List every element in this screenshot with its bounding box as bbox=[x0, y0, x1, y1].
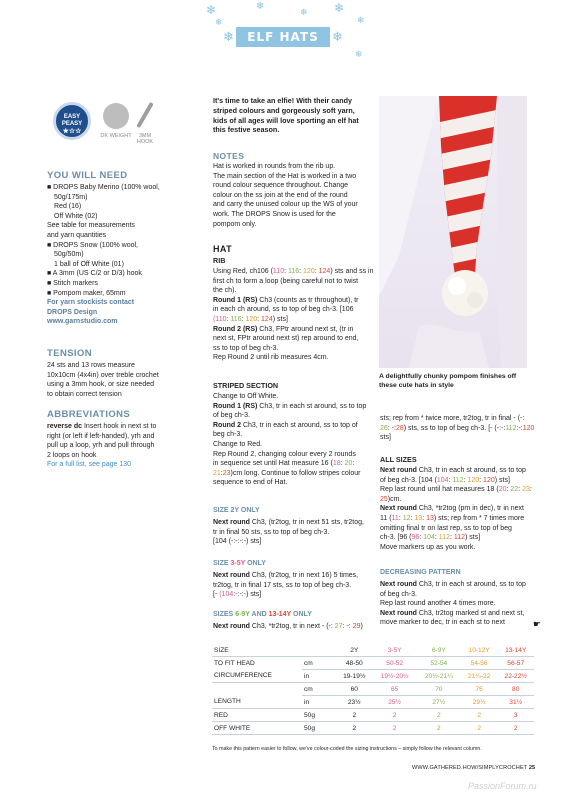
text-run: SIZE bbox=[213, 560, 231, 567]
table-header: 6-9Y bbox=[417, 644, 461, 657]
table-cell: 2 bbox=[461, 709, 498, 722]
intro-text: It's time to take an elfie! With their candy striped colours and gorgeously soft yarn, kids of all ages will love sporting an elf hat this festive season. bbox=[213, 96, 359, 135]
size-value: 104 bbox=[423, 534, 435, 542]
tension-line: to obtain correct tension bbox=[47, 390, 122, 398]
table-header: 13-14Y bbox=[497, 644, 534, 657]
text-run: Rep Round 2 until rib measures 4cm. bbox=[213, 354, 329, 362]
table-cell: 75 bbox=[461, 683, 498, 696]
text-run: Ch3, tr in each st around, ss to top bbox=[416, 581, 526, 588]
text-run: Ch3, (tr2tog, tr in next 51 sts, tr2tog, bbox=[249, 519, 364, 526]
text-run: AND bbox=[249, 611, 269, 618]
size-value: 112 bbox=[452, 476, 464, 484]
size-value: 120 bbox=[467, 476, 480, 484]
text-run: )cm. bbox=[387, 495, 402, 503]
text-run: ) bbox=[360, 623, 363, 630]
text-run: sts; rep from * twice more, tr2tog, tr in final - (-: bbox=[380, 415, 525, 422]
notes-line: work. The DROPS Snow is used for the bbox=[213, 210, 336, 218]
table-row bbox=[212, 670, 534, 683]
size-value: 120 bbox=[245, 315, 258, 323]
text-run: Ch3, (tr2tog, tr in next 16) 5 times, bbox=[249, 572, 359, 579]
table-header: 3-5Y bbox=[373, 644, 417, 657]
text-run: Ch3, tr in each st around, ss to top bbox=[257, 402, 367, 410]
materials-line: See table for measurements bbox=[47, 222, 135, 230]
text-run: [104 (-:-:-:-) sts] bbox=[213, 538, 262, 546]
text-run: sts] bbox=[380, 434, 391, 442]
size-value: 28 bbox=[395, 424, 404, 432]
page-number: 25 bbox=[528, 765, 536, 771]
size-2y-instructions bbox=[213, 518, 378, 547]
text-run: of beg ch-3. [104 ( bbox=[380, 476, 437, 484]
table-cell: 2 bbox=[417, 722, 461, 735]
size-3-5y-heading bbox=[213, 560, 266, 567]
table-cell: 22-22½ bbox=[497, 670, 534, 683]
star-icon: ★☆☆ bbox=[62, 128, 82, 135]
text-run: Move markers up as you work. bbox=[380, 543, 476, 551]
text-run: in sequence set until Hat measure 16 ( bbox=[213, 460, 333, 468]
table-cell: in bbox=[302, 696, 336, 709]
abbreviations-heading: ABBREVIATIONS bbox=[47, 409, 131, 420]
table-header: 10-12Y bbox=[461, 644, 498, 657]
text-run: ONLY bbox=[245, 560, 266, 567]
all-sizes-heading: ALL SIZES bbox=[380, 455, 417, 464]
table-header: SIZE bbox=[212, 644, 302, 657]
text-run: Ch3, *tr2tog, tr in next - (-: bbox=[249, 623, 335, 630]
text-run: of beg ch-3. bbox=[213, 412, 250, 420]
table-cell: cm bbox=[302, 683, 336, 696]
size-value: 27 bbox=[334, 623, 343, 630]
table-cell: 2 bbox=[336, 722, 373, 735]
page-footer bbox=[412, 765, 535, 771]
table-cell: 60 bbox=[336, 683, 373, 696]
page-title: ELF HATS bbox=[236, 27, 330, 47]
notes-line: pompom only. bbox=[213, 220, 257, 228]
materials-line: 50g/50m) bbox=[54, 251, 84, 259]
table-header bbox=[302, 644, 336, 657]
text-run: ) sts] bbox=[494, 476, 510, 484]
striped-instructions: Change to Off White. Round 1 (RS) Ch3, tr in each st around, ss to top of beg ch-3. Round 2 Ch3, tr in each st around, ss to top of beg ch-3. Change to Red. Rep Round 2, changing colour every 2 rounds in sequence set until Hat measure 16 (18: 20: 21:23)cm long. Continue to follow stripes colour sequence to end of Hat. bbox=[213, 392, 378, 488]
size-value: 116 bbox=[230, 315, 242, 323]
table-cell: CIRCUMFERENCE bbox=[212, 670, 302, 683]
tension-text bbox=[47, 361, 202, 399]
round-label: Round 2 (RS) bbox=[213, 325, 258, 333]
snowflake-icon: ❄ bbox=[215, 17, 223, 27]
size-value: 112 bbox=[453, 534, 466, 542]
size-value: 29 bbox=[352, 623, 361, 630]
decreasing-instructions bbox=[380, 580, 545, 628]
table-cell: 27½ bbox=[417, 696, 461, 709]
table-footnote: To make this pattern easier to follow, we've colour-coded the sizing instructions – simply follow the relevant column. bbox=[212, 746, 482, 752]
text-run: SIZES bbox=[213, 611, 236, 618]
notes-line: Hat is worked in rounds from the rib up. bbox=[213, 163, 336, 170]
size-value: 26 bbox=[380, 424, 388, 432]
crochet-hook-icon bbox=[136, 102, 153, 128]
text-run: ss to top of beg ch-3. bbox=[213, 344, 279, 352]
materials-line: Off White (02) bbox=[54, 212, 98, 220]
text-run: Rep Round 2, changing colour every 2 rounds bbox=[213, 450, 356, 458]
snowflake-icon: ❄ bbox=[332, 29, 343, 44]
text-run: Ch3, tr2tog marked st and next st, bbox=[416, 609, 525, 617]
size-value: 124 bbox=[318, 268, 331, 275]
text-run: of beg ch-3. bbox=[380, 590, 417, 598]
stockists-line: For yarn stockists contact bbox=[47, 299, 135, 307]
size-value: 23 bbox=[222, 469, 231, 477]
round-label: Next round bbox=[213, 572, 250, 579]
table-cell: 25½ bbox=[373, 696, 417, 709]
text-run: )cm long. Continue to follow stripes colour bbox=[230, 469, 361, 477]
table-cell: 54-56 bbox=[461, 657, 498, 670]
text-run: SIZE bbox=[213, 507, 231, 514]
table-cell: 70 bbox=[417, 683, 461, 696]
hat-heading: HAT bbox=[213, 244, 233, 254]
elf-hat-photo bbox=[379, 96, 527, 368]
materials-line: ■ DROPS Snow (100% wool, bbox=[47, 241, 138, 249]
table-cell: 2 bbox=[497, 722, 534, 735]
size-3-5y-instructions bbox=[213, 571, 378, 600]
continued-instructions bbox=[380, 414, 540, 443]
text-run: ) sts and ss in bbox=[330, 268, 374, 275]
size-value: 120 bbox=[303, 268, 315, 275]
size-value: 23 bbox=[522, 486, 530, 494]
notes-text bbox=[213, 162, 377, 229]
table-row bbox=[212, 709, 534, 722]
round-label: Next round bbox=[380, 609, 417, 617]
size-value: 20 bbox=[498, 486, 507, 494]
materials-line: ■ Stitch markers bbox=[47, 279, 98, 287]
text-run: Change to Off White. bbox=[213, 393, 279, 400]
stockists-link[interactable]: www.garnstudio.com bbox=[47, 318, 118, 326]
size-value: (110 bbox=[213, 315, 227, 323]
text-run: beg ch-3. bbox=[213, 431, 243, 439]
elf-hat-illustration bbox=[379, 96, 527, 368]
rib-heading: RIB bbox=[213, 256, 226, 265]
table-header: 2Y bbox=[336, 644, 373, 657]
abbreviations-page-link[interactable]: For a full list, see page 130 bbox=[47, 461, 132, 469]
table-cell: 52-54 bbox=[417, 657, 461, 670]
stockists-line: DROPS Design bbox=[47, 308, 98, 316]
size-value: 112 bbox=[505, 424, 517, 432]
text-run: :-:-:-) sts] bbox=[233, 591, 262, 599]
round-label: Round 1 (RS) bbox=[213, 296, 258, 304]
table-cell: OFF WHITE bbox=[212, 722, 302, 735]
badge-label: PEASY bbox=[61, 121, 83, 127]
text-run: -: bbox=[501, 424, 506, 432]
photo-caption: A delightfully chunky pompom finishes off these cute hats in style bbox=[379, 373, 517, 389]
materials-line: ■ DROPS Baby Merino (100% wool, bbox=[47, 184, 160, 191]
snowflake-icon: ❄ bbox=[334, 1, 345, 15]
table-cell: 20½-21¼ bbox=[417, 670, 461, 683]
watermark: PassionForum.ru bbox=[468, 781, 537, 791]
snowflake-icon: ❄ bbox=[357, 15, 365, 25]
table-cell: 3 bbox=[497, 709, 534, 722]
text-run: Change to Red. bbox=[213, 440, 263, 448]
table-cell: 80 bbox=[497, 683, 534, 696]
badge-label: EASY bbox=[63, 114, 81, 120]
table-cell: 2 bbox=[373, 722, 417, 735]
text-run: Rep last round another 4 times more. bbox=[380, 600, 496, 608]
table-cell bbox=[212, 683, 302, 696]
size-table bbox=[212, 644, 534, 735]
round-label: Next round bbox=[213, 623, 250, 630]
snowflake-icon: ❄ bbox=[256, 1, 265, 12]
table-cell: LENGTH bbox=[212, 696, 302, 709]
materials-line: Red (16) bbox=[54, 203, 82, 211]
snowflake-icon: ❄ bbox=[300, 7, 308, 17]
text-run: Using Red, ch106 ( bbox=[213, 268, 273, 275]
abbreviation-line: Insert hook in next st to bbox=[82, 423, 157, 430]
materials-line: 50g/175m) bbox=[54, 193, 88, 201]
text-run: Ch3, *tr2tog (pm in dec), tr in next bbox=[416, 505, 524, 513]
text-run: ) sts] bbox=[465, 534, 481, 542]
size-value: 116 bbox=[287, 268, 300, 275]
size-value: 124 bbox=[261, 315, 273, 323]
decreasing-pattern-heading: DECREASING PATTERN bbox=[380, 569, 461, 576]
table-cell: 48-50 bbox=[336, 657, 373, 670]
materials-line: 1 ball of Off White (01) bbox=[54, 260, 124, 268]
size-value: 96 bbox=[411, 534, 420, 542]
round-label: Next round bbox=[213, 519, 250, 526]
text-run: in each ch around, ss to top of beg ch-3. [106 bbox=[213, 306, 354, 314]
materials-line: ■ Pompom maker, 65mm bbox=[47, 289, 126, 297]
tension-line: using a 3mm hook, or size needed bbox=[47, 381, 155, 389]
text-run: :-: bbox=[516, 424, 523, 432]
table-cell: 31½ bbox=[497, 696, 534, 709]
text-run: Ch3 (counts as tr throughout), tr bbox=[257, 296, 359, 304]
abbreviation-line: right (or left if left-handed), yrh and bbox=[47, 432, 155, 440]
hook-size-caption: 3MM HOOK bbox=[136, 133, 154, 145]
notes-heading: NOTES bbox=[213, 151, 245, 161]
text-run: omitting final tr on last rep, ss to top of beg bbox=[380, 524, 512, 532]
easy-peasy-badge bbox=[53, 102, 91, 140]
table-cell: 23½ bbox=[336, 696, 373, 709]
table-cell: 50g bbox=[302, 722, 336, 735]
text-run: [- bbox=[213, 591, 218, 599]
size-value: 104 bbox=[436, 476, 449, 484]
size-value: 11 bbox=[391, 514, 399, 522]
size-value: 120 bbox=[522, 424, 535, 432]
size-value: 13 bbox=[426, 514, 434, 522]
text-run: tr2tog, tr in final 17 sts, ss to top of beg ch-3. bbox=[213, 581, 352, 589]
text-run: 11 ( bbox=[380, 514, 392, 522]
table-cell: cm bbox=[302, 657, 336, 670]
abbreviations-text bbox=[47, 422, 202, 470]
round-label: Next round bbox=[380, 467, 417, 474]
you-will-need-heading: YOU WILL NEED bbox=[47, 170, 128, 181]
table-cell: 29½ bbox=[461, 696, 498, 709]
table-cell: 56-57 bbox=[497, 657, 534, 670]
text-run: ONLY bbox=[291, 611, 312, 618]
size-value: (104 bbox=[217, 591, 234, 599]
size-value: 22 bbox=[510, 486, 519, 494]
notes-line: round colour sequence throughout. Change bbox=[213, 182, 349, 190]
table-cell: 2 bbox=[417, 709, 461, 722]
yarn-weight-caption: DK WEIGHT bbox=[100, 133, 132, 139]
round-label: Round 1 (RS) bbox=[213, 402, 258, 410]
table-cell: 65 bbox=[373, 683, 417, 696]
table-cell: 50g bbox=[302, 709, 336, 722]
snowflake-icon: ❄ bbox=[355, 49, 363, 59]
table-cell: RED bbox=[212, 709, 302, 722]
text-run: Ch3, FPtr around next st, (tr in bbox=[257, 325, 354, 333]
footer-site: WWW.GATHERED.HOW/SIMPLYCROCHET bbox=[412, 765, 528, 771]
text-run: ) sts] bbox=[272, 315, 288, 323]
size-6-9y-instructions bbox=[213, 622, 383, 632]
table-cell: 2 bbox=[336, 709, 373, 722]
all-sizes-instructions: Next round Ch3, tr in each st around, ss to top of beg ch-3. [104 (104: 112: 120: 120) sts] Rep last round until hat measures 18 (20: 22: 23: 25)cm. Next round Ch3, *tr2tog (pm in dec), tr in next 11 (11: 12: 13: 13) sts; rep from * 7 times more omitting final tr on last rep, ss to top of beg ch-3. [96 (96: 104: 112: 112) sts] Move markers up as you work. bbox=[380, 466, 545, 552]
size-2y-heading bbox=[213, 507, 260, 514]
striped-section-heading: STRIPED SECTION bbox=[213, 381, 279, 390]
text-run: ONLY bbox=[238, 507, 260, 514]
size-value: 120 bbox=[483, 476, 495, 484]
tension-line: 24 sts and 13 rows measure bbox=[47, 362, 135, 369]
size-value: 20 bbox=[344, 460, 353, 468]
text-run: move marker to dec, tr in each st to next bbox=[380, 619, 505, 627]
text-run: 3-5Y bbox=[230, 560, 246, 567]
text-run: : -: bbox=[387, 424, 396, 432]
hat-instructions: Using Red, ch106 (110: 116: 120: 124) sts and ss in first ch to form a loop (being careful not to twist the ch). Round 1 (RS) Ch3 (counts as tr throughout), tr in each ch around, ss to top of beg ch-3. [106 (110: 116: 120: 124) sts] Round 2 (RS) Ch3, FPtr around next st, (tr in next st, FPtr around next st) rep around to end, ss to top of beg ch-3. Rep Round 2 until rib measures 4cm. bbox=[213, 267, 378, 363]
text-run: Rep last round until hat measures 18 ( bbox=[380, 486, 499, 494]
text-run: 13-14Y bbox=[268, 611, 292, 618]
abbreviation-term: reverse dc bbox=[47, 423, 83, 430]
text-run: tr in final 50 sts, ss to top of beg ch-3. bbox=[213, 528, 330, 536]
table-cell: 2 bbox=[461, 722, 498, 735]
materials-line: ■ A 3mm (US C/2 or D/3) hook bbox=[47, 270, 142, 278]
size-value: 112 bbox=[438, 534, 450, 542]
materials-line: and yarn quantities bbox=[47, 231, 107, 239]
snowflake-icon: ❄ bbox=[223, 29, 234, 44]
table-row bbox=[212, 683, 534, 696]
table-cell: TO FIT HEAD bbox=[214, 659, 255, 667]
size-value: 12 bbox=[402, 514, 411, 522]
materials-list bbox=[47, 183, 197, 327]
text-run: Ch3, tr in each st around, ss to top of bbox=[241, 421, 358, 429]
size-value: 13 bbox=[414, 514, 423, 522]
size-value: 18 bbox=[332, 460, 341, 468]
round-label: Next round bbox=[380, 581, 417, 588]
text-run: : -: bbox=[342, 623, 353, 630]
table-cell: in bbox=[302, 670, 336, 683]
size-value: 21 bbox=[213, 469, 221, 477]
text-run: 6-9Y bbox=[235, 611, 250, 618]
table-header-row bbox=[212, 644, 534, 657]
notes-line: colour on the ss join at the end of the round bbox=[213, 191, 348, 199]
text-run: ) sts, ss to top of beg ch-3. [- (-: bbox=[403, 424, 502, 432]
text-run: sequence to end of Hat. bbox=[213, 479, 288, 487]
table-cell: 21¼-22 bbox=[461, 670, 498, 683]
table-row bbox=[212, 696, 534, 709]
size-value: 25 bbox=[380, 495, 388, 503]
text-run: Ch3, tr in each st around, ss to top bbox=[416, 467, 526, 474]
size-6-9y-13-14y-heading bbox=[213, 611, 312, 618]
difficulty-badges bbox=[47, 97, 197, 157]
round-label: Next round bbox=[380, 505, 417, 513]
text-run: 2Y bbox=[230, 507, 239, 514]
yarn-ball-icon bbox=[103, 103, 129, 129]
snowflake-icon: ❄ bbox=[206, 3, 217, 17]
text-run: the ch). bbox=[213, 287, 237, 295]
abbreviation-line: pull up a loop, yrh and pull through bbox=[47, 442, 155, 450]
table-cell: 19½-20½ bbox=[373, 670, 417, 683]
text-run: ch-3. [96 ( bbox=[380, 534, 412, 542]
text-run: first ch to form a loop (being careful not to twist bbox=[213, 277, 359, 285]
table-cell: 2 bbox=[373, 709, 417, 722]
tension-heading: TENSION bbox=[47, 348, 93, 359]
round-label: Round 2 bbox=[213, 421, 241, 429]
abbreviation-line: 2 loops on hook bbox=[47, 451, 97, 459]
text-run: next st, FPtr around next st) rep around to end, bbox=[213, 335, 359, 343]
size-value: 110 bbox=[272, 268, 285, 275]
table-cell: 19-19½ bbox=[336, 670, 373, 683]
table-row bbox=[212, 722, 534, 735]
notes-line: and carry the unused colour up the WS of your bbox=[213, 201, 358, 209]
table-row bbox=[212, 657, 534, 670]
text-run: ) sts; rep from * 7 times more bbox=[433, 514, 525, 522]
continue-arrow-icon: ☛ bbox=[533, 619, 542, 629]
table-cell: 50-52 bbox=[373, 657, 417, 670]
notes-line: The main section of the Hat is worked in a two bbox=[213, 172, 357, 180]
tension-line: 10x10cm (4x4in) over treble crochet bbox=[47, 371, 159, 379]
